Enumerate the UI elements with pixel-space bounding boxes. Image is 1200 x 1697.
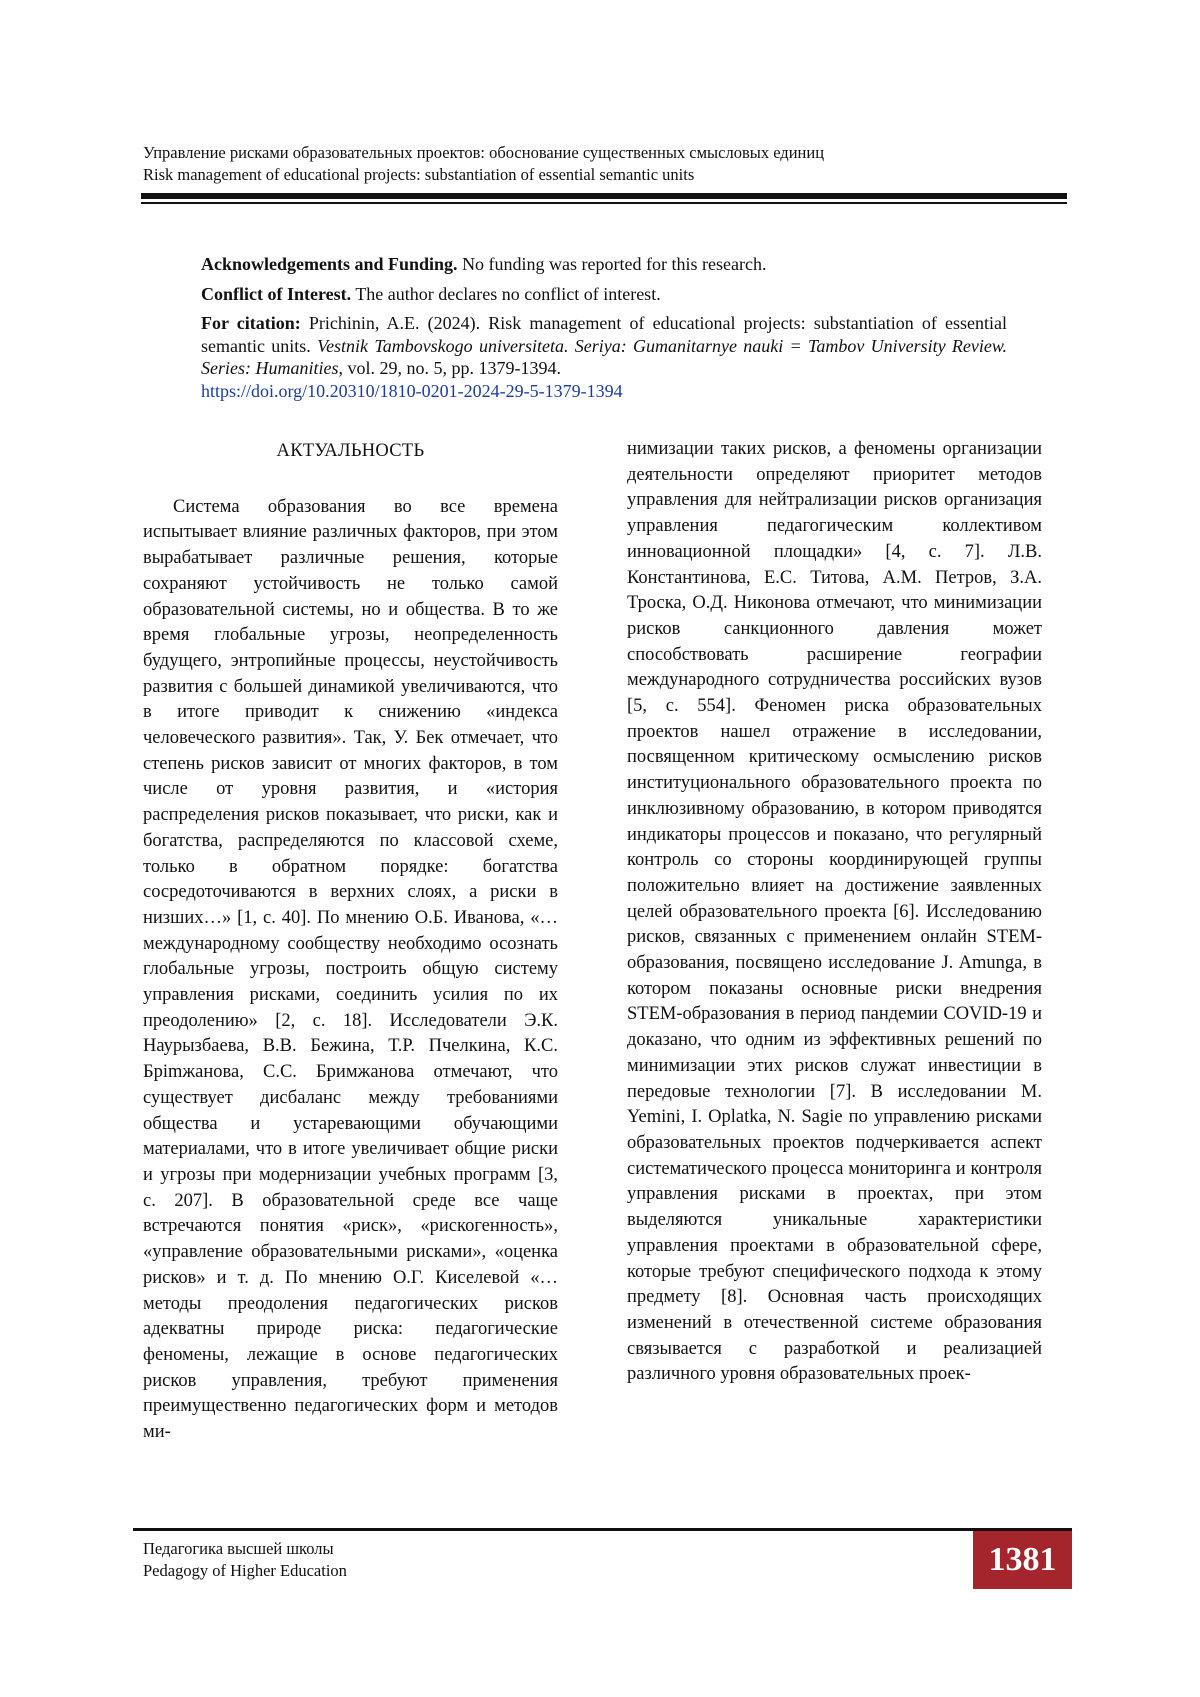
running-head-en: Risk management of educational projects: substantiation of essential semantic units <box>143 165 695 184</box>
footer-rule <box>133 1528 1072 1531</box>
section-heading: АКТУАЛЬНОСТЬ <box>276 441 425 461</box>
citation-label: For citation: <box>201 313 301 333</box>
citation-journal: Vestnik Tambovskogo universiteta. Seriya: Gumanitarnye nauki = Tambov University Review. Series: Humanities <box>201 335 1007 378</box>
funding-label: Acknowledgements and Funding. <box>201 254 458 274</box>
funding-note <box>201 253 1007 276</box>
citation-text: Prichinin, A.E. (2024). Risk management of educational projects: substantiation of essential semantic units. <box>201 313 1007 356</box>
conflict-note <box>201 283 1007 306</box>
running-head <box>143 142 824 186</box>
header-rule <box>141 193 1067 204</box>
conflict-text: The author declares no conflict of interest. <box>351 283 661 304</box>
footer-journal-ru: Педагогика высшей школы <box>143 1539 334 1558</box>
right-column <box>627 437 1042 1388</box>
footer-journal <box>143 1538 347 1582</box>
body-paragraph-right: нимизации таких рисков, а феномены организации деятельности определяют приоритет методов управления для нейтрализации рисков организация управления педагогическим коллективом инновационной площадки» [4, с. 7]. Л.В. Константинова, Е.С. Титова, А.М. Петров, З.А. Троска, О.Д. Никонова отмечают, что минимизации рисков санкционного давления может способствовать расширение географии международного сотрудничества российских вузов [5, с. 554]. Феномен риска образовательных проектов нашел отражение в исследовании, посвященном критическому осмыслению рисков институционального образовательного проекта по инклюзивному образованию, в котором приводятся индикаторы процессов и показано, что регулярный контроль со стороны координирующей группы положительно влияет на достижение заявленных целей образовательного проекта [6]. Исследованию рисков, связанных с применением онлайн STEM-образования, посвящено исследование J. Amunga, в котором показаны основные риски внедрения STEM-образования в период пандемии COVID-19 и доказано, что одним из эффективных решений по минимизации этих рисков служат инвестиции в передовые технологии [7]. В исследовании M. Yemini, I. Oplatka, N. Sagie по управлению рисками образовательных проектов подчеркивается аспект систематического процесса мониторинга и контроля управления рисками в проектах, при этом выделяются уникальные характеристики управления проектами в образовательной сфере, которые требуют специфического подхода к этому предмету [8]. Основная часть происходящих изменений в отечественной системе образования связывается с разработкой и реализацией различного уровня образовательных проек- <box>627 439 1042 1385</box>
citation-tail: , vol. 29, no. 5, pp. 1379-1394. <box>338 358 561 378</box>
citation-note <box>201 312 1007 402</box>
article-meta <box>201 253 1007 409</box>
running-head-ru: Управление рисками образовательных проектов: обоснование существенных смысловых единиц <box>143 143 825 162</box>
funding-text: No funding was reported for this research. <box>457 254 767 274</box>
doi-link[interactable]: https://doi.org/10.20310/1810-0201-2024-29-5-1379-1394 <box>201 380 623 401</box>
page-number-badge: 1381 <box>973 1531 1072 1589</box>
footer-journal-en: Pedagogy of Higher Education <box>143 1561 347 1580</box>
left-column <box>143 437 558 1446</box>
conflict-label: Conflict of Interest. <box>201 283 352 304</box>
body-paragraph-left: Система образования во все времена испытывает влияние различных факторов, при этом вырабатывает различные решения, которые сохраняют устойчивость не только самой образовательной системы, но и общества. В то же время глобальные угрозы, неопределенность будущего, энтропийные процессы, неустойчивость развития с большей динамикой увеличиваются, что в итоге приводит к снижению «индекса человеческого развития». Так, У. Бек отмечает, что степень рисков зависит от многих факторов, в том числе от уровня развития, и «история распределения рисков показывает, что риски, как и богатства, распределяются по классовой схеме, только в обратном порядке: богатства сосредоточиваются в верхних слоях, а риски в низших…» [1, с. 40]. По мнению О.Б. Иванова, «…международному сообществу необходимо осознать глобальные угрозы, построить общую систему управления рисками, соединить усилия по их преодолению» [2, с. 18]. Исследователи Э.К. Наурызбаева, В.В. Бежина, Т.Р. Пчелкина, К.С. Брimжанова, С.С. Бримжанова отмечают, что существует дисбаланс между требованиями общества и устаревающими обучающими материалами, что в итоге увеличивает общие риски и угрозы при модернизации учебных программ [3, с. 207]. В образовательной среде все чаще встречаются понятия «риск», «рискогенность», «управление образовательными рисками», «оценка рисков» и т. д. По мнению О.Г. Киселевой «…методы преодоления педагогических рисков адекватны природе риска: педагогические феномены, лежащие в основе педагогических рисков управления, требуют применения преимущественно педагогических форм и методов ми- <box>143 496 558 1443</box>
